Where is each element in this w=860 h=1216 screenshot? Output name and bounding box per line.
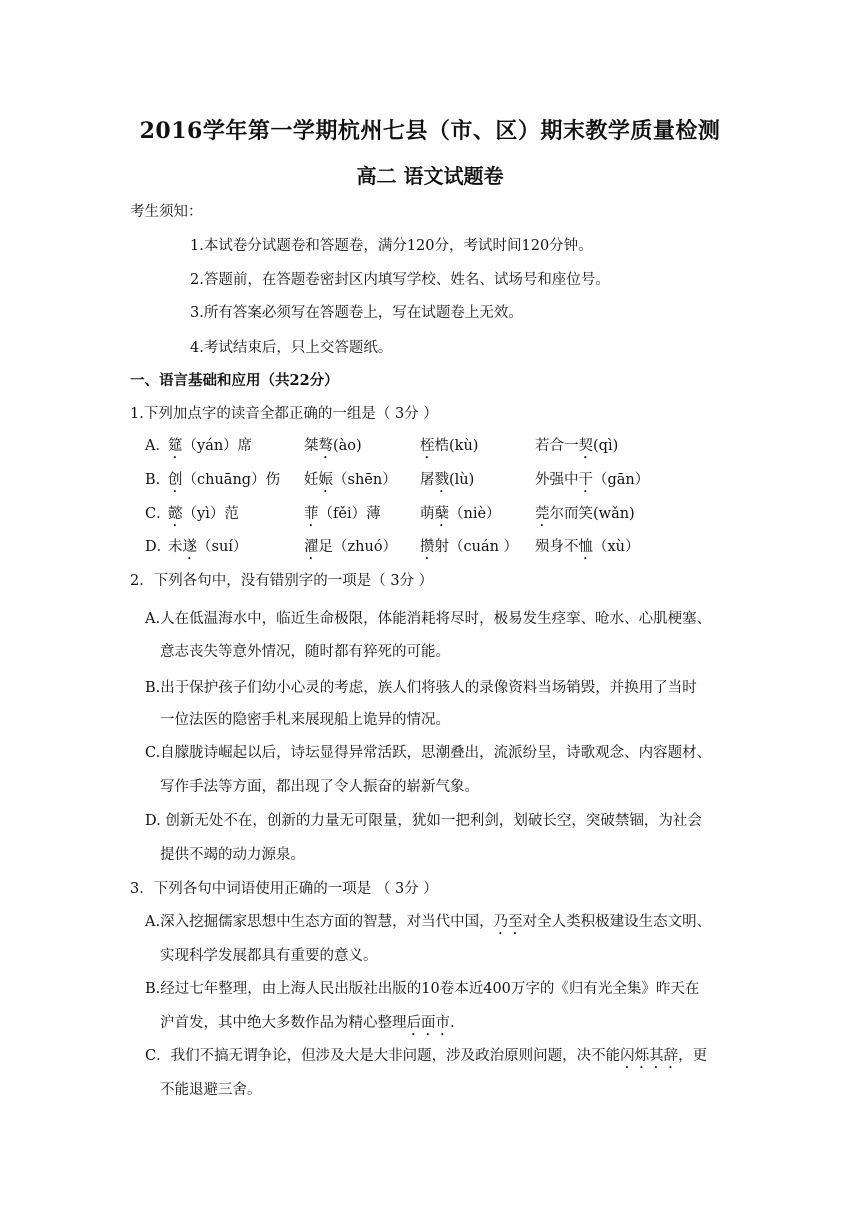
question-3-stem: 3．下列各句中词语使用正确的一项是 （ 3分 ） <box>130 881 438 897</box>
q1-option-item: 懿（yì）范 <box>168 506 239 522</box>
notice-label: 考生须知： <box>130 204 203 220</box>
q1-option-item: 妊娠（shēn） <box>304 472 397 488</box>
q1-option-item: 萌蘖（niè） <box>420 506 501 522</box>
notice-item: 3.所有答案必须写在答题卷上，写在试题卷上无效。 <box>190 305 523 321</box>
q2-option-line: 写作手法等方面，都出现了令人振奋的崭新气象。 <box>160 779 479 795</box>
q3-option-line: 实现科学发展都具有重要的意义。 <box>160 948 378 964</box>
q2-option-line: 一位法医的隐密手札来展现船上诡异的情况。 <box>160 712 450 728</box>
q3-option-line: C．我们不搞无谓争论，但涉及大是大非问题，涉及政治原则问题，决不能闪烁其辞，更 <box>145 1048 708 1064</box>
q1-option-label: C． <box>145 506 171 522</box>
question-2-stem: 2．下列各句中，没有错别字的一项是（ 3分 ） <box>130 573 434 589</box>
notice-item: 2.答题前，在答题卷密封区内填写学校、姓名、试场号和座位号。 <box>190 272 610 288</box>
q2-option-line: B.出于保护孩子们幼小心灵的考虑，族人们将骇人的录像资料当场销毁，并换用了当时 <box>145 680 697 696</box>
q3-option-line: A.深入挖掘儒家思想中生态方面的智慧，对当代中国，乃至对全人类积极建设生态文明、 <box>145 914 712 930</box>
exam-title: 2016学年第一学期杭州七县（市、区）期末教学质量检测 <box>139 118 721 144</box>
q3-option-line: 不能退避三舍。 <box>160 1082 262 1098</box>
q1-option-item: 莞尔而笑(wǎn) <box>535 506 635 522</box>
q1-option-item: 殒身不恤（xù） <box>535 539 640 555</box>
exam-subtitle: 高二 语文试题卷 <box>356 164 504 188</box>
notice-item: 4.考试结束后，只上交答题纸。 <box>190 340 393 356</box>
q1-option-label: D． <box>145 539 172 555</box>
q1-option-item: 若合一契(qì) <box>535 438 619 454</box>
q3-option-line: B.经过七年整理，由上海人民出版社出版的10卷本近400万字的《归有光全集》昨天在 <box>145 981 700 997</box>
q2-option-line: A.人在低温海水中，临近生命极限，体能消耗将尽时，极易发生痉挛、呛水、心肌梗塞、 <box>145 611 712 627</box>
q2-option-line: C.自朦胧诗崛起以后，诗坛显得异常活跃，思潮叠出，流派纷呈，诗歌观念、内容题材、 <box>145 745 712 761</box>
q1-option-item: 桎梏(kù) <box>420 438 479 454</box>
q1-option-item: 屠戮(lù) <box>420 472 475 488</box>
q1-option-item: 筵（yán）席 <box>168 438 253 454</box>
q1-option-item: 未遂（suí） <box>168 539 248 555</box>
q1-option-item: 桀骜(ào) <box>304 438 362 454</box>
question-1-stem: 1.下列加点字的读音全都正确的一组是（ 3分 ） <box>130 406 438 422</box>
q1-option-item: 攒射（cuán ） <box>420 539 519 555</box>
q1-option-label: A． <box>145 438 170 454</box>
section-heading: 一、语言基础和应用（共22分） <box>130 372 339 389</box>
q1-option-item: 濯足（zhuó） <box>304 539 398 555</box>
notice-item: 1.本试卷分试题卷和答题卷，满分120分，考试时间120分钟。 <box>190 238 593 254</box>
q2-option-line: 提供不竭的动力源泉。 <box>160 847 305 863</box>
q2-option-line: 意志丧失等意外情况，随时都有猝死的可能。 <box>160 644 450 660</box>
q1-option-item: 外强中干（gān） <box>535 472 650 488</box>
q1-option-item: 创（chuāng）伤 <box>168 472 281 488</box>
q3-option-line: 沪首发，其中绝大多数作品为精心整理后面市. <box>160 1015 455 1031</box>
q2-option-line: D. 创新无处不在，创新的力量无可限量，犹如一把利剑，划破长空，突破禁锢，为社会 <box>145 813 702 829</box>
q1-option-label: B． <box>145 472 171 488</box>
q1-option-item: 菲（fěi）薄 <box>304 506 381 522</box>
